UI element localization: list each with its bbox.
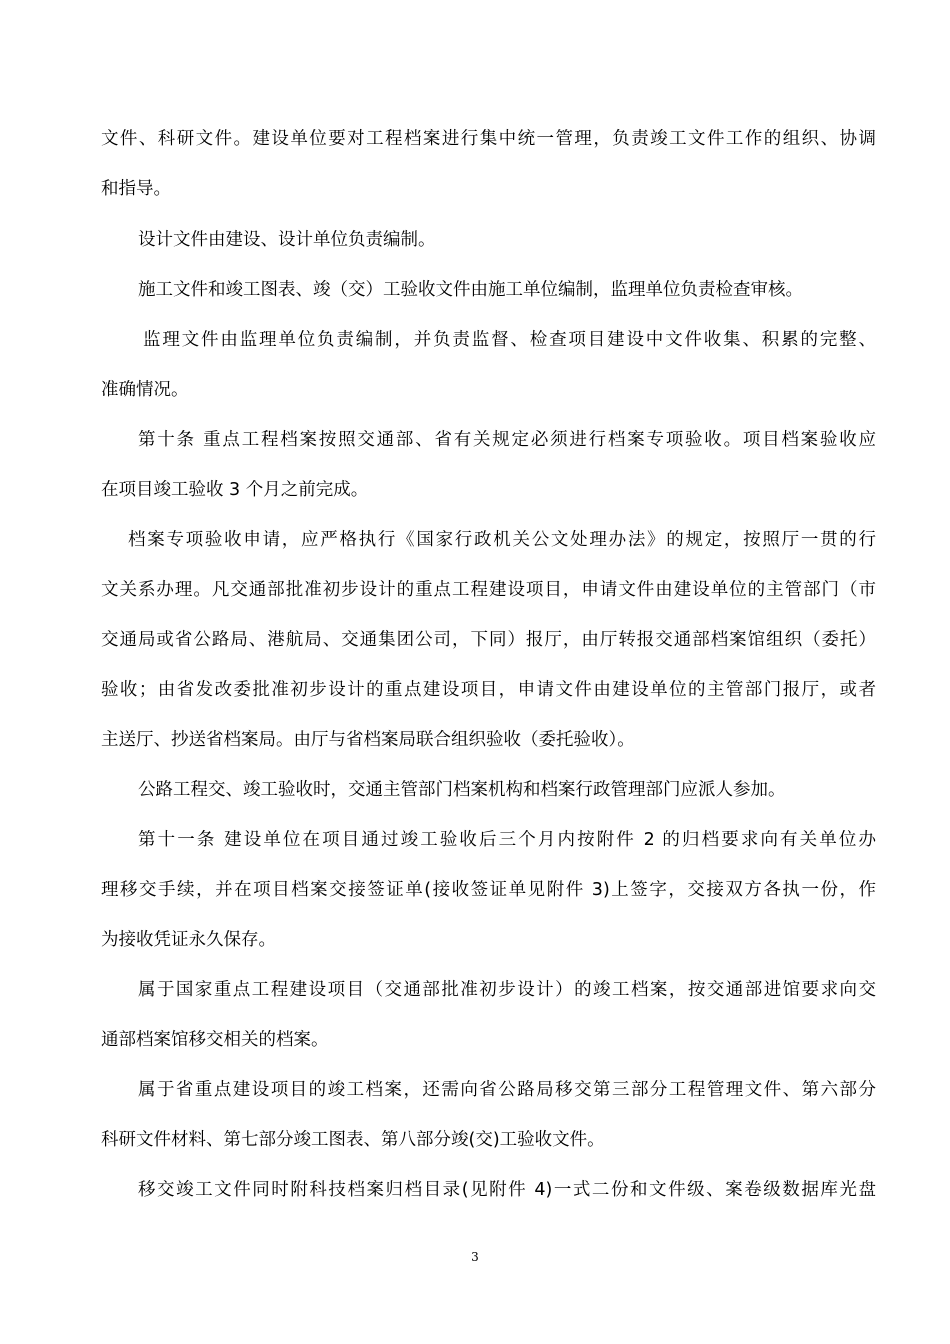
- text-line-8: 在项目竣工验收 3 个月之前完成。: [101, 480, 369, 500]
- text-line-15: 第十一条 建设单位在项目通过竣工验收后三个月内按附件 2 的归档要求向有关单位办: [138, 830, 876, 850]
- text-line-20: 属于省重点建设项目的竣工档案，还需向省公路局移交第三部分工程管理文件、第六部分: [138, 1080, 876, 1100]
- text-line-21: 科研文件材料、第七部分竣工图表、第八部分竣(交)工验收文件。: [101, 1130, 605, 1150]
- text-line-13: 主送厅、抄送省档案局。由厅与省档案局联合组织验收（委托验收）。: [101, 730, 635, 750]
- text-line-17: 为接收凭证永久保存。: [101, 930, 276, 950]
- text-line-2: 和指导。: [101, 179, 171, 199]
- text-line-5: 监理文件由监理单位负责编制，并负责监督、检查项目建设中文件收集、积累的完整、: [143, 330, 876, 350]
- text-line-6: 准确情况。: [101, 380, 189, 400]
- text-line-7: 第十条 重点工程档案按照交通部、省有关规定必须进行档案专项验收。项目档案验收应: [138, 430, 876, 450]
- text-line-19: 通部档案馆移交相关的档案。: [101, 1030, 329, 1050]
- text-line-1: 文件、科研文件。建设单位要对工程档案进行集中统一管理，负责竣工文件工作的组织、协调: [101, 129, 876, 149]
- text-line-10: 文关系办理。凡交通部批准初步设计的重点工程建设项目，申请文件由建设单位的主管部门（市: [101, 580, 876, 600]
- text-line-22: 移交竣工文件同时附科技档案归档目录(见附件 4)一式二份和文件级、案卷级数据库光盘: [138, 1180, 876, 1200]
- text-line-11: 交通局或省公路局、港航局、交通集团公司，下同）报厅，由厅转报交通部档案馆组织（委托）: [101, 630, 876, 650]
- text-line-3: 设计文件由建设、设计单位负责编制。: [138, 230, 436, 250]
- text-line-18: 属于国家重点工程建设项目（交通部批准初步设计）的竣工档案，按交通部进馆要求向交: [138, 980, 876, 1000]
- text-line-12: 验收；由省发改委批准初步设计的重点建设项目，申请文件由建设单位的主管部门报厅，或者: [101, 680, 876, 700]
- text-line-9: 档案专项验收申请，应严格执行《国家行政机关公文处理办法》的规定，按照厅一贯的行: [128, 530, 876, 550]
- text-line-16: 理移交手续，并在项目档案交接签证单(接收签证单见附件 3)上签字，交接双方各执一份，作: [101, 880, 876, 900]
- page-number: 3: [471, 1250, 479, 1264]
- text-line-14: 公路工程交、竣工验收时，交通主管部门档案机构和档案行政管理部门应派人参加。: [138, 780, 786, 800]
- text-line-4: 施工文件和竣工图表、竣（交）工验收文件由施工单位编制，监理单位负责检查审核。: [138, 280, 803, 300]
